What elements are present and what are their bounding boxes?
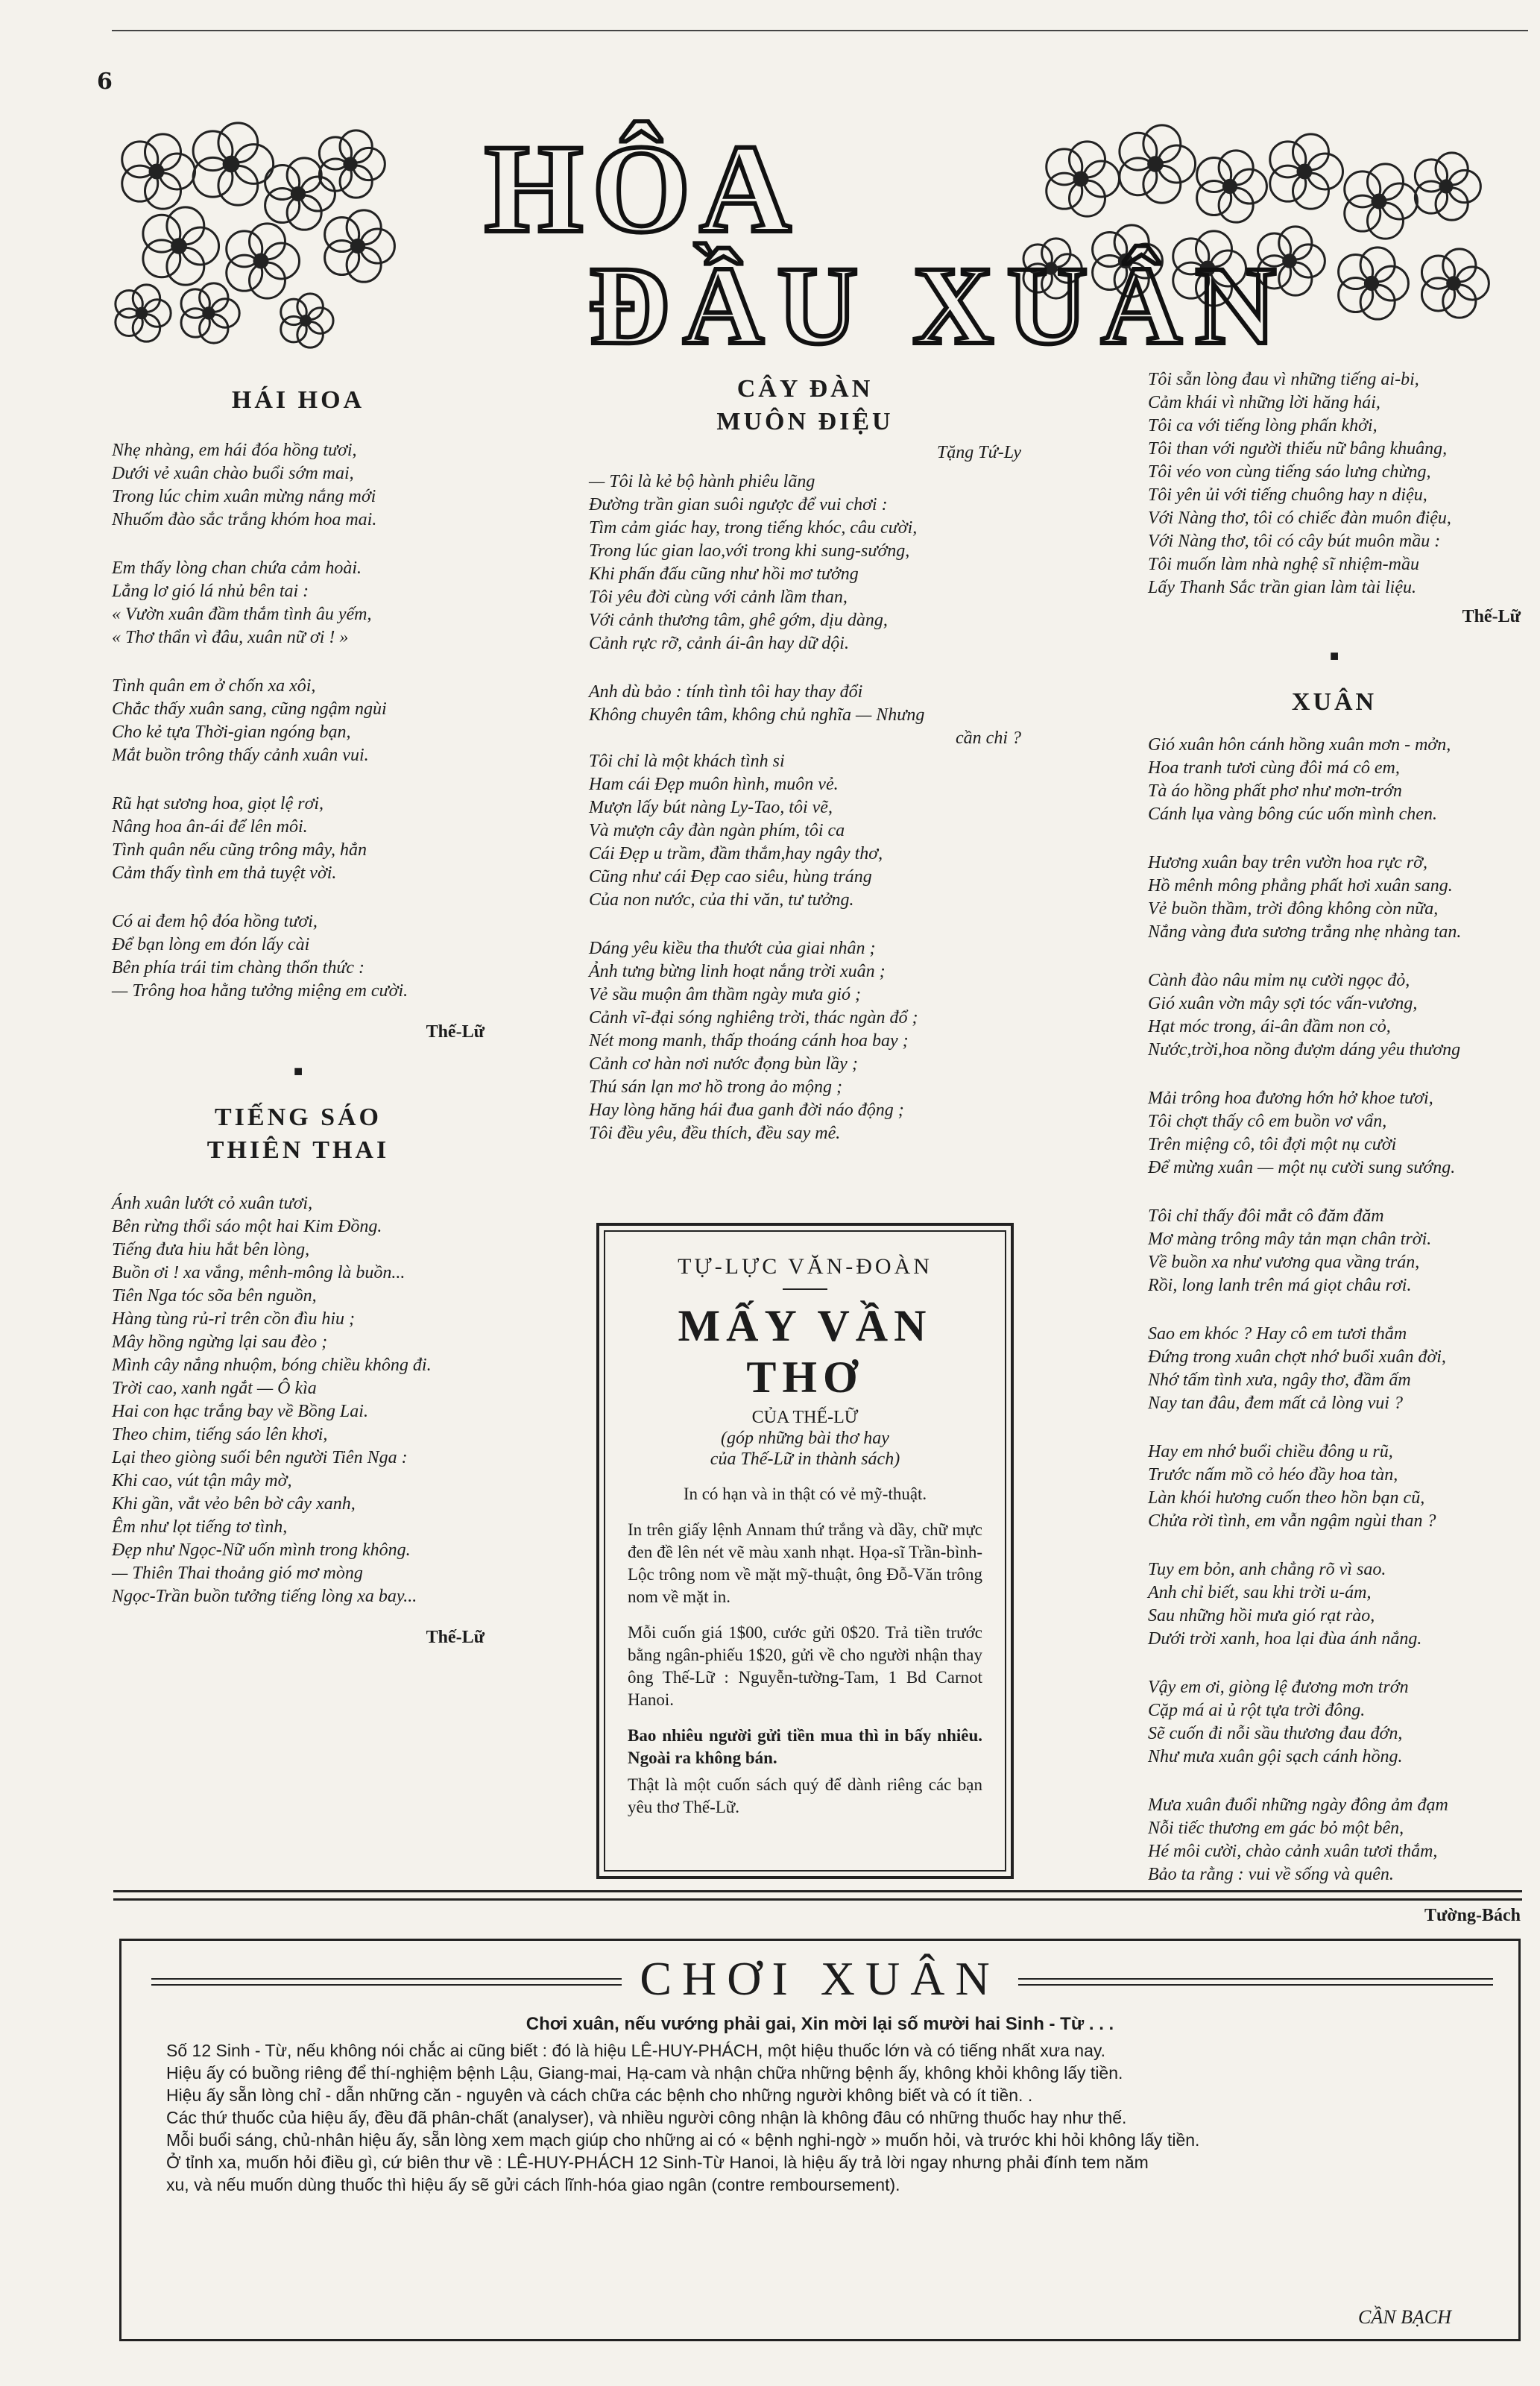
pharmacy-title: CHƠI XUÂN <box>622 1952 1017 2005</box>
poem-line: Mình cây nắng nhuộm, bóng chiều không đi. <box>112 1356 432 1375</box>
poem-line: Tiếng đưa hiu hắt bên lòng, <box>112 1240 310 1259</box>
poem-line: Tuy em bỏn, anh chẳng rõ vì sao. <box>1148 1560 1386 1579</box>
poem-line: Cho kẻ tựa Thời-gian ngóng bạn, <box>112 723 351 742</box>
poem-line: Theo chim, tiếng sáo lên khơi, <box>112 1425 328 1444</box>
poem-line: Sẽ cuốn đi nỗi sầu thương đau đớn, <box>1148 1724 1403 1743</box>
poem-line: Cảm khái vì những lời hăng hái, <box>1148 393 1380 412</box>
poem-line: Để mừng xuân — một nụ cười sung sướng. <box>1148 1158 1456 1177</box>
advert-note-2: của Thế-Lữ in thành sách) <box>710 1449 900 1469</box>
flower-icon <box>1339 248 1409 319</box>
poem-line: Và mượn cây đàn ngàn phím, tôi ca <box>589 821 845 840</box>
book-advert-inner <box>604 1230 1006 1872</box>
poem-line: Với Nàng thơ, tôi có cây bút muôn mầu : <box>1148 532 1441 551</box>
stanza <box>1148 1558 1521 1651</box>
poem-line: Cảm thấy tình em thả tuyệt vời. <box>112 863 337 883</box>
poem-line: Khi cao, vút tận mây mờ, <box>112 1471 292 1491</box>
poem-line: Dáng yêu kiều tha thướt của giai nhân ; <box>589 939 876 958</box>
poem-line: Mắt buồn trông thấy cảnh xuân vui. <box>112 746 369 765</box>
poem-line: Lấy Thanh Sắc trần gian làm tài liệu. <box>1148 578 1416 597</box>
stanza <box>1148 1087 1521 1180</box>
poem-line: Lẳng lơ gió lá nhủ bên tai : <box>112 582 309 601</box>
poem-line: Cảnh cơ hàn nơi nước đọng bùn lầy ; <box>589 1054 858 1074</box>
poem-line: Tôi chỉ là một khách tình si <box>589 752 785 771</box>
poem-line: Cặp má ai ủ rột tựa trời đông. <box>1148 1701 1366 1720</box>
poem-tieng-sao <box>112 1192 485 1608</box>
flower-icon <box>122 134 195 209</box>
flower-icon <box>227 224 300 298</box>
section-bullet-right: ■ <box>1329 648 1339 664</box>
poem-line: Tôi yêu đời cùng với cảnh lầm than, <box>589 588 848 607</box>
poem-line: Tình quân nếu cũng trông mây, hẳn <box>112 840 367 860</box>
poem-line: Hàng tùng rủ-rỉ trên cồn đìu hiu ; <box>112 1309 355 1329</box>
flower-icon <box>116 285 171 341</box>
poem-line: Ham cái Đẹp muôn hình, muôn vẻ. <box>589 775 839 794</box>
poem-line: Tìm cảm giác hay, trong tiếng khóc, câu cười, <box>589 518 918 538</box>
poem-line: Ảnh tưng bừng linh hoạt nắng trời xuân ; <box>589 962 886 981</box>
flower-icon <box>1421 249 1489 318</box>
pharmacy-subtitle: Chơi xuân, nếu vướng phải gai, Xin mời lại số mười hai Sinh - Từ . . . <box>526 2014 1114 2034</box>
poem-title-hai-hoa: HÁI HOA <box>231 386 365 414</box>
poem-line: Nước,trời,hoa nồng đượm dáng yêu thương <box>1148 1040 1461 1060</box>
poem-line: Ngọc-Trần buồn tưởng tiếng lòng xa bay... <box>112 1587 417 1606</box>
flower-icon <box>1047 142 1120 216</box>
poem-line: Khi phấn đấu cũng như hồi mơ tưởng <box>589 564 859 584</box>
flower-icon <box>193 123 274 205</box>
poem-line: « Thơ thẩn vì đâu, xuân nữ ơi ! » <box>112 628 349 647</box>
poem-line: Mưa xuân đuổi những ngày đông ảm đạm <box>1148 1795 1448 1815</box>
poem-line: Mơ màng trông mây tản mạn chân trời. <box>1148 1230 1432 1249</box>
poem-line: Nắng vàng đưa sương trắng nhẹ nhàng tan. <box>1148 922 1462 942</box>
poem-line: Tình quân em ở chốn xa xôi, <box>112 676 316 696</box>
poem-line: Anh dù bảo : tính tình tôi hay thay đổi <box>589 682 863 702</box>
poem-line: Anh chỉ biết, sau khi trời u-ám, <box>1148 1583 1372 1602</box>
poem-line: Mượn lấy bút nàng Ly-Tao, tôi vẽ, <box>589 798 833 817</box>
advert-para-1: In có hạn và in thật có vẻ mỹ-thuật. <box>683 1485 927 1503</box>
poem-line: Tôi muốn làm nhà nghệ sĩ nhiệm-mầu <box>1148 555 1419 574</box>
advert-line: xu, và nếu muốn dùng thuốc thì hiệu ấy sẽ gửi cách lĩnh-hóa giao ngân (contre remboursement). <box>166 2175 900 2194</box>
top-rule <box>112 30 1528 31</box>
flower-icon <box>281 294 333 347</box>
poem-line: Nhuốm đào sắc trắng khóm hoa mai. <box>112 510 377 529</box>
poem-line: Lại theo giòng suối bên người Tiên Nga : <box>112 1448 408 1467</box>
flower-icon <box>319 130 385 198</box>
middle-column <box>589 373 1021 1171</box>
stanza <box>112 439 485 532</box>
stanza <box>589 470 1021 655</box>
banner-title-line2: ĐẦU XUÂN <box>589 244 1290 358</box>
pharmacy-title-row <box>122 1951 1518 2011</box>
advert-para-5: Thật là một cuốn sách quý để dành riêng các bạn yêu thơ Thế-Lữ. <box>628 1775 982 1816</box>
section-rule <box>113 1890 1522 1901</box>
poem-line: Buồn ơi ! xa vắng, mênh-mông là buồn... <box>112 1263 405 1282</box>
advert-line: Hiệu ấy có buồng riêng để thí-nghiệm bệnh Lậu, Giang-mai, Hạ-cam và nhận chữa những bệnh ấy, không khỏi không lấy tiền. <box>166 2063 1123 2083</box>
poem-title-tieng-sao-2: THIÊN THAI <box>206 1136 390 1164</box>
poem-line: Gió xuân vờn mây sợi tóc vấn-vương, <box>1148 994 1418 1013</box>
stanza <box>1148 734 1521 826</box>
poem-line: Với cảnh thương tâm, ghê gớm, dịu dàng, <box>589 611 888 630</box>
poem-line: Tiên Nga tóc sõa bên nguồn, <box>112 1286 317 1306</box>
poem-line: Nỗi tiếc thương em gác bỏ một bên, <box>1148 1819 1404 1838</box>
flower-icon <box>181 283 239 343</box>
flower-icon <box>1120 125 1196 203</box>
poem-line: Sau những hồi mưa gió rạt rào, <box>1148 1606 1375 1625</box>
page-number: 6 <box>97 69 113 95</box>
poem-line: Hương xuân bay trên vườn hoa rực rỡ, <box>1148 853 1427 872</box>
flower-icon <box>143 207 219 285</box>
poem-title-cay-dan-1: CÂY ĐÀN <box>736 375 874 403</box>
poem-title-xuan: XUÂN <box>1291 688 1378 716</box>
poem-line: Dưới trời xanh, hoa lại đùa ánh nắng. <box>1148 1629 1422 1649</box>
stanza <box>112 557 485 649</box>
poem-line: Của non nước, của thi văn, tư tưởng. <box>589 890 854 910</box>
poem-line: Tôi đều yêu, đều thích, đều say mê. <box>589 1124 841 1143</box>
pharmacy-title-wrap <box>122 1951 1518 2006</box>
flower-icon <box>1415 153 1480 220</box>
poem-line: Đẹp như Ngọc-Nữ uốn mình trong không. <box>112 1540 411 1560</box>
advert-line: Ở tỉnh xa, muốn hỏi điều gì, cứ biên thư về : LÊ-HUY-PHÁCH 12 Sinh-Từ Hanoi, là hiệu ấy trả lời ngay nhưng phải đính tem năm <box>166 2153 1149 2172</box>
advert-book-title: MẤY VẦN THƠ <box>678 1301 932 1402</box>
stanza <box>112 675 485 767</box>
poem-line: Cũng như cái Đẹp cao siêu, hùng tráng <box>589 867 872 887</box>
advert-note-1: (góp những bài thơ hay <box>721 1429 889 1448</box>
poem-line: Chửa rời tình, em vẫn ngậm ngùi than ? <box>1148 1511 1436 1531</box>
poem-line: Hé môi cười, chào cảnh xuân tươi thắm, <box>1148 1842 1438 1861</box>
poem-line: cần chi ? <box>956 728 1021 748</box>
flower-icon <box>265 158 335 230</box>
poem-line: Đứng trong xuân chợt nhớ buổi xuân đời, <box>1148 1347 1446 1367</box>
poem-line: Nét mong manh, thấp thoáng cánh hoa bay ; <box>589 1031 909 1051</box>
pharmacy-advert <box>119 1939 1521 2341</box>
poem-title-tieng-sao-1: TIẾNG SÁO <box>215 1104 382 1131</box>
stanza <box>1148 852 1521 944</box>
poem-xuan <box>1148 734 1521 1886</box>
poem-line: Tôi than với người thiếu nữ bâng khuâng, <box>1148 439 1448 459</box>
poem-line: Cành đào nâu mỉm nụ cười ngọc đỏ, <box>1148 971 1410 990</box>
advert-line: Hiệu ấy sẵn lòng chỉ - dẫn những căn - nguyên và cách chữa các bệnh cho những người không biết và có ít tiền. . <box>166 2086 1033 2105</box>
stanza <box>589 681 1021 912</box>
poem-line: Trời cao, xanh ngắt — Ô kìa <box>112 1379 317 1398</box>
stanza <box>1148 1441 1521 1533</box>
poem-line: Vậy em ơi, giòng lệ đương mơn trớn <box>1148 1678 1409 1697</box>
poem-line: Hoa tranh tươi cùng đôi má cô em, <box>1148 758 1400 778</box>
banner <box>112 119 1521 358</box>
poem-line: Cánh lụa vàng bông cúc uốn mình chen. <box>1148 805 1437 824</box>
poem-line: Nhớ tấm tình xưa, ngây thơ, đầm ấm <box>1148 1370 1411 1390</box>
poem-line: Vẻ buồn thầm, trời đông không còn nữa, <box>1148 899 1439 919</box>
poem-line: Khi gần, vắt vẻo bên bờ cây xanh, <box>112 1494 356 1514</box>
poem-line: Êm như lọt tiếng tơ tình, <box>112 1517 288 1537</box>
stanza <box>1148 1676 1521 1769</box>
poem-line: Tôi yên ủi với tiếng chuông hay n diệu, <box>1148 485 1427 505</box>
stanza <box>1148 1323 1521 1415</box>
right-column <box>1148 368 1521 1926</box>
advert-org: TỰ-LỰC VĂN-ĐOÀN <box>678 1254 932 1279</box>
poem-line: Trước nấm mồ cỏ héo đầy hoa tàn, <box>1148 1465 1398 1485</box>
poem-line: Tà áo hồng phất phơ như mơn-trớn <box>1148 781 1402 801</box>
flower-icon <box>1197 151 1267 222</box>
poem-line: Trong lúc gian lao,với trong khi sung-sướng, <box>589 541 910 561</box>
advert-line: Mỗi buổi sáng, chủ-nhân hiệu ấy, sẵn lòng xem mạch giúp cho những ai có « bệnh nghi-ngờ » muốn hỏi, và trước khi hỏi không lấy tiền. <box>166 2130 1200 2150</box>
poem-line: Không chuyên tâm, không chủ nghĩa — Nhưng <box>589 705 925 725</box>
poem-line: Tôi chợt thấy cô em buồn vơ vẩn, <box>1148 1112 1387 1131</box>
author-hai-hoa: Thế-Lữ <box>426 1022 485 1042</box>
pharmacy-body <box>166 2039 1474 2196</box>
stanza <box>112 793 485 885</box>
poem-cay-dan <box>589 470 1021 1145</box>
poem-line: — Thiên Thai thoảng gió mơ mòng <box>112 1564 363 1583</box>
poem-line: Gió xuân hôn cánh hồng xuân mơn - mởn, <box>1148 735 1451 755</box>
poem-line: Thú sán lạn mơ hồ trong ảo mộng ; <box>589 1077 842 1097</box>
advert-rule <box>783 1288 827 1290</box>
advert-line: Các thứ thuốc của hiệu ấy, đều đã phân-chất (analyser), và nhiều người công nhận là không đâu có những thuốc hay như thế. <box>166 2108 1127 2127</box>
author-xuan: Tường-Bách <box>1424 1906 1521 1925</box>
stanza <box>589 937 1021 1145</box>
advert-line: Số 12 Sinh - Từ, nếu không nói chắc ai cũng biết : đó là hiệu LÊ-HUY-PHÁCH, một hiệu thuốc lớn và có tiếng nhất xưa nay. <box>166 2041 1106 2060</box>
poem-line: Tôi sẵn lòng đau vì những tiếng ai-bi, <box>1148 370 1419 389</box>
stanza <box>1148 969 1521 1062</box>
poem-line: Như mưa xuân gội sạch cánh hồng. <box>1148 1747 1403 1766</box>
pharmacy-signature: CẦN BẠCH <box>1358 2306 1451 2328</box>
stanza <box>1148 1794 1521 1886</box>
poem-line: Nhẹ nhàng, em hái đóa hồng tươi, <box>112 441 357 460</box>
poem-line: Để bạn lòng em đón lấy cài <box>112 935 310 954</box>
stanza <box>1148 1205 1521 1297</box>
flower-icon <box>1270 134 1343 209</box>
poem-line: Rũ hạt sương hoa, giọt lệ rơi, <box>112 794 324 813</box>
poem-line: Mải trông hoa đương hớn hở khoe tươi, <box>1148 1089 1433 1108</box>
poem-line: Bên phía trái tim chàng thổn thức : <box>112 958 365 978</box>
flower-icon <box>325 210 395 282</box>
poem-line: Hay em nhớ buổi chiều đông u rũ, <box>1148 1442 1393 1461</box>
advert-para-3: Mỗi cuốn giá 1$00, cước gửi 0$20. Trả tiền trước bằng ngân-phiếu 1$20, gửi về cho người nhận thay ông Thế-Lữ : Nguyễn-tường-Tam, 1 Bd Carnot Hanoi. <box>628 1623 982 1709</box>
book-advert <box>596 1223 1014 1879</box>
poem-cay-dan-continued <box>1148 368 1521 599</box>
poem-title-cay-dan-2: MUÔN ĐIỆU <box>716 408 894 435</box>
poem-line: Cảnh rực rỡ, cảnh ái-ân hay dữ dội. <box>589 634 849 653</box>
poem-line: — Tôi là kẻ bộ hành phiêu lãng <box>589 472 815 491</box>
left-column <box>112 384 485 1648</box>
poem-hai-hoa <box>112 439 485 1003</box>
author-tieng-sao: Thế-Lữ <box>426 1628 485 1647</box>
poem-line: Có ai đem hộ đóa hồng tươi, <box>112 912 318 931</box>
author-cay-dan: Thế-Lữ <box>1462 607 1521 626</box>
advert-para-4: Bao nhiêu người gửi tiền mua thì in bấy nhiêu. Ngoài ra không bán. <box>628 1726 982 1767</box>
advert-para-2: In trên giấy lệnh Annam thứ trắng và dầy, chữ mực đen đề lên nét vẽ màu xanh nhạt. Họa-sĩ Trần-bình-Lộc trông nom về mặt mỹ-thuật, ông Đỗ-Văn trông nom về mặt in. <box>628 1520 982 1606</box>
poem-line: Rồi, long lanh trên má giọt châu rơi. <box>1148 1276 1412 1295</box>
stanza <box>112 910 485 1003</box>
poem-line: Làn khói hương cuốn theo hồn bạn cũ, <box>1148 1488 1425 1508</box>
poem-line: Bên rừng thổi sáo một hai Kim Đồng. <box>112 1217 382 1236</box>
poem-line: Mây hồng ngừng lại sau đèo ; <box>112 1332 328 1352</box>
poem-line: Tôi chỉ thấy đôi mắt cô đăm đăm <box>1148 1206 1384 1226</box>
poem-line: Bảo ta rằng : vui về sống và quên. <box>1148 1865 1394 1884</box>
poem-line: Hạt móc trong, ái-ân đầm non cỏ, <box>1148 1017 1391 1036</box>
poem-line: Tôi véo von cùng tiếng sáo lưng chừng, <box>1148 462 1431 482</box>
dedication: Tặng Tứ-Ly <box>936 443 1021 462</box>
poem-line: « Vườn xuân đầm thắm tình âu yếm, <box>112 605 372 624</box>
poem-line: Với Nàng thơ, tôi có chiếc đàn muôn điệu, <box>1148 509 1451 528</box>
poem-line: Vẻ sầu muộn âm thầm ngày mưa gió ; <box>589 985 862 1004</box>
poem-line: Dưới vẻ xuân chào buổi sớm mai, <box>112 464 354 483</box>
poem-line: Tôi ca với tiếng lòng phấn khởi, <box>1148 416 1378 435</box>
poem-line: Hay lòng hăng hái đua ganh đời náo động ; <box>589 1101 904 1120</box>
poem-line: Nay tan đâu, đem mất cả lòng vui ? <box>1148 1394 1403 1413</box>
section-bullet: ■ <box>293 1063 303 1080</box>
poem-line: Hai con hạc trắng bay về Bồng Lai. <box>112 1402 368 1421</box>
advert-author: CỦA THẾ-LỮ <box>751 1408 859 1427</box>
poem-line: Ánh xuân lướt cỏ xuân tươi, <box>112 1194 313 1213</box>
flower-banner-art <box>112 119 1521 358</box>
poem-line: Chắc thấy xuân sang, cũng ngậm ngùi <box>112 699 387 719</box>
poem-line: Cảnh vĩ-đại sóng nghiêng trời, thác ngàn đổ ; <box>589 1008 918 1027</box>
poem-line: Sao em khóc ? Hay cô em tươi thắm <box>1148 1324 1407 1344</box>
poem-line: Trên miệng cô, tôi đợi một nụ cười <box>1148 1135 1397 1154</box>
poem-line: — Trông hoa hằng tưởng miệng em cười. <box>112 981 408 1001</box>
flower-icon <box>1345 164 1418 239</box>
poem-line: Đường trần gian suôi ngược để vui chơi : <box>589 495 888 514</box>
poem-line: Cái Đẹp u trầm, đầm thắm,hay ngây thơ, <box>589 844 883 863</box>
poem-line: Về buồn xa như vương qua vầng trán, <box>1148 1253 1420 1272</box>
poem-line: Nâng hoa ân-ái để lên môi. <box>112 817 308 837</box>
poem-line: Hồ mênh mông phẳng phất hơi xuân sang. <box>1148 876 1453 895</box>
poem-line: Em thấy lòng chan chứa cảm hoài. <box>112 558 362 578</box>
banner-title-line1: HÔA <box>485 119 801 259</box>
poem-line: Trong lúc chim xuân mừng nắng mới <box>112 487 376 506</box>
